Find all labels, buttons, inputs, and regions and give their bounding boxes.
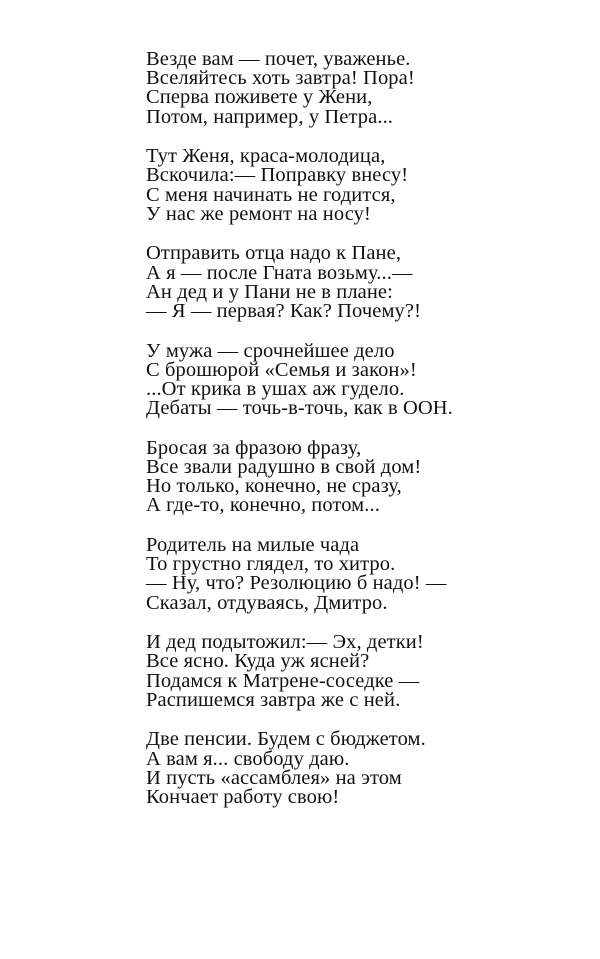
poem-line: То грустно глядел, то хитро.	[146, 553, 396, 576]
poem-line: Сказал, отдуваясь, Дмитро.	[146, 591, 388, 614]
poem-line: Бросая за фразою фразу,	[146, 436, 362, 459]
poem-line: Отправить отца надо к Пане,	[146, 242, 402, 265]
stanza-4	[146, 339, 566, 420]
poem-line: — Ну, что? Резолюцию б надо! —	[146, 572, 447, 595]
poem-line: Везде вам — почет, уваженье.	[146, 48, 411, 70]
poem-line: И пусть «ассамблея» на этом	[146, 766, 402, 789]
poem-line: И дед подытожил:— Эх, детки!	[146, 631, 424, 654]
stanza-1	[146, 50, 566, 127]
poem-line: Подамся к Матрене-соседке —	[146, 669, 420, 692]
poem-line: Сперва поживете у Жени,	[146, 86, 373, 109]
stanza-7	[146, 633, 566, 710]
stanza-3	[146, 244, 566, 321]
poem-line: Вскочила:— Поправку внесу!	[146, 164, 409, 187]
poem-line: У мужа — срочнейшее дело	[146, 339, 395, 362]
poem-line: Тут Женя, краса-молодица,	[146, 145, 386, 168]
poem-line: Две пенсии. Будем с бюджетом.	[146, 728, 426, 751]
poem-line: С меня начинать не годится,	[146, 183, 396, 206]
poem-line: А где-то, конечно, потом...	[146, 494, 380, 517]
stanza-2	[146, 147, 566, 224]
poem-line: А вам я... свободу даю.	[146, 747, 350, 770]
poem-line: Все ясно. Куда уж ясней?	[146, 650, 370, 673]
poem-line: Ан дед и у Пани не в плане:	[146, 280, 393, 303]
poem-body	[146, 50, 566, 807]
poem-line: Дебаты — точь-в-точь, как в ООН.	[146, 397, 453, 420]
poem-line: Вселяйтесь хоть завтра! Пора!	[146, 67, 415, 90]
poem-line: — Я — первая? Как? Почему?!	[146, 300, 421, 323]
poem-line: У нас же ремонт на носу!	[146, 202, 371, 225]
poem-line: Потом, например, у Петра...	[146, 105, 394, 128]
poem-line: А я — после Гната возьму...—	[146, 261, 413, 284]
poem-line: ...От крика в ушах аж гудело.	[146, 378, 405, 401]
poem-line: Распишемся завтра же с ней.	[146, 688, 401, 711]
stanza-8	[146, 730, 566, 807]
poem-line: С брошюрой «Семья и закон»!	[146, 358, 417, 381]
poem-line: Но только, конечно, не сразу,	[146, 475, 402, 498]
stanza-6	[146, 536, 566, 613]
poem-line: Кончает работу свою!	[146, 786, 340, 809]
poem-line: Родитель на милые чада	[146, 534, 360, 557]
poem-line: Все звали радушно в свой дом!	[146, 456, 422, 479]
stanza-5	[146, 436, 566, 517]
